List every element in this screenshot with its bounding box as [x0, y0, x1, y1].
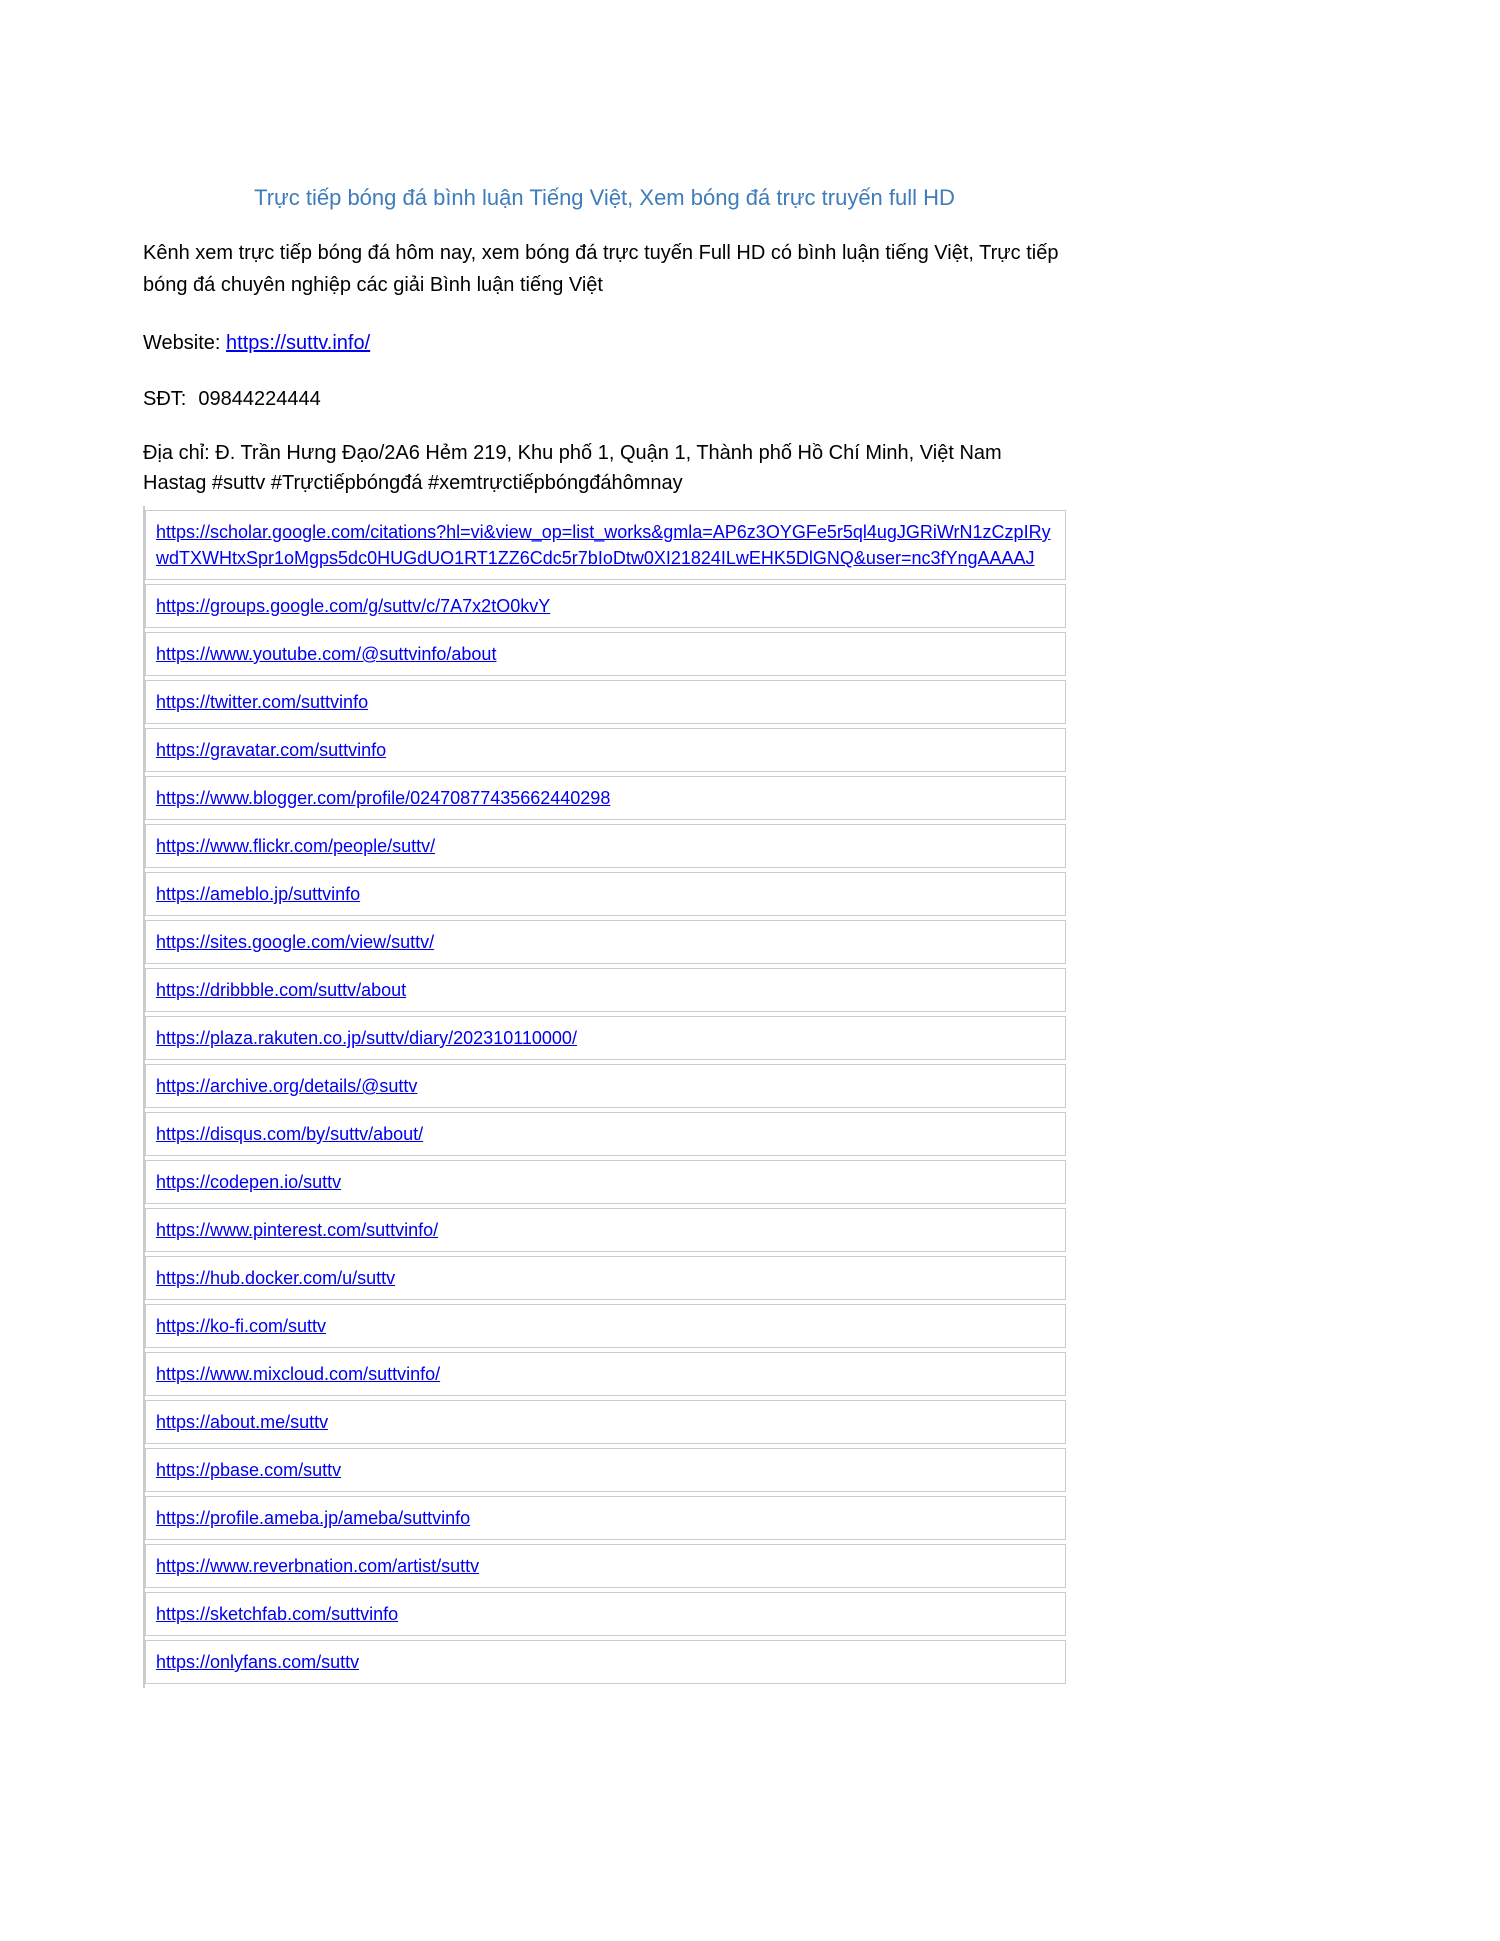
table-row	[145, 1544, 1066, 1588]
link-about-me[interactable]: https://about.me/suttv	[156, 1412, 329, 1432]
table-row	[145, 1208, 1066, 1252]
link-sketchfab[interactable]: https://sketchfab.com/suttvinfo	[156, 1604, 399, 1624]
table-row	[145, 872, 1066, 916]
table-row	[145, 1496, 1066, 1540]
table-row	[145, 1064, 1066, 1108]
link-sites-google[interactable]: https://sites.google.com/view/suttv/	[156, 932, 435, 952]
link-codepen[interactable]: https://codepen.io/suttv	[156, 1172, 342, 1192]
table-row	[145, 1304, 1066, 1348]
link-onlyfans[interactable]: https://onlyfans.com/suttv	[156, 1652, 360, 1672]
phone-value: 09844224444	[198, 388, 321, 410]
links-table	[143, 506, 1066, 1688]
link-ameba-profile[interactable]: https://profile.ameba.jp/ameba/suttvinfo	[156, 1508, 471, 1528]
table-row	[145, 920, 1066, 964]
table-row	[145, 1352, 1066, 1396]
link-disqus[interactable]: https://disqus.com/by/suttv/about/	[156, 1124, 424, 1144]
table-row	[145, 776, 1066, 820]
link-groups-google[interactable]: https://groups.google.com/g/suttv/c/7A7x2tO0kvY	[156, 596, 551, 616]
table-row	[145, 1640, 1066, 1684]
table-row	[145, 728, 1066, 772]
phone-line	[143, 386, 1066, 413]
table-row	[145, 1160, 1066, 1204]
website-line	[143, 330, 1066, 357]
link-archive[interactable]: https://archive.org/details/@suttv	[156, 1076, 418, 1096]
phone-label: SĐT:	[143, 388, 187, 410]
table-row	[145, 584, 1066, 628]
table-row	[145, 680, 1066, 724]
link-mixcloud[interactable]: https://www.mixcloud.com/suttvinfo/	[156, 1364, 441, 1384]
intro-paragraph: Kênh xem trực tiếp bóng đá hôm nay, xem bóng đá trực tuyến Full HD có bình luận tiếng Việt, Trực tiếp bóng đá chuyên nghiệp các giải Bình luận tiếng Việt	[143, 242, 1059, 296]
link-docker-hub[interactable]: https://hub.docker.com/u/suttv	[156, 1268, 396, 1288]
table-row	[145, 968, 1066, 1012]
table-row	[145, 824, 1066, 868]
table-row	[145, 1016, 1066, 1060]
link-twitter[interactable]: https://twitter.com/suttvinfo	[156, 692, 369, 712]
address-block	[143, 438, 1066, 498]
link-blogger[interactable]: https://www.blogger.com/profile/02470877435662440298	[156, 788, 611, 808]
page-title: Trực tiếp bóng đá bình luận Tiếng Việt, Xem bóng đá trực truyến full HD	[254, 185, 955, 210]
link-ameblo[interactable]: https://ameblo.jp/suttvinfo	[156, 884, 361, 904]
table-row	[145, 1448, 1066, 1492]
link-pinterest[interactable]: https://www.pinterest.com/suttvinfo/	[156, 1220, 439, 1240]
website-link[interactable]: https://suttv.info/	[226, 332, 371, 354]
address-text: Địa chỉ: Đ. Trần Hưng Đạo/2A6 Hẻm 219, Khu phố 1, Quận 1, Thành phố Hồ Chí Minh, Việt Nam	[143, 442, 1002, 464]
table-row	[145, 1112, 1066, 1156]
table-row	[145, 1400, 1066, 1444]
link-rakuten[interactable]: https://plaza.rakuten.co.jp/suttv/diary/202310110000/	[156, 1028, 577, 1048]
hashtags-text: Hastag #suttv #Trựctiếpbóngđá #xemtrựctiếpbóngđáhômnay	[143, 472, 683, 494]
link-youtube[interactable]: https://www.youtube.com/@suttvinfo/about	[156, 644, 497, 664]
table-row	[145, 632, 1066, 676]
link-scholar-google[interactable]: https://scholar.google.com/citations?hl=vi&view_op=list_works&gmla=AP6z3OYGFe5r5ql4ugJGRiWrN1zCzpIRywdTXWHtxSpr1oMgps5dc0HUGdUO1RT1ZZ6Cdc5r7bIoDtw0XI21824ILwEHK5DlGNQ&user=nc3fYngAAAAJ	[156, 522, 1051, 568]
link-gravatar[interactable]: https://gravatar.com/suttvinfo	[156, 740, 387, 760]
website-label: Website:	[143, 332, 221, 354]
table-row	[145, 510, 1066, 580]
link-pbase[interactable]: https://pbase.com/suttv	[156, 1460, 342, 1480]
link-flickr[interactable]: https://www.flickr.com/people/suttv/	[156, 836, 436, 856]
link-reverbnation[interactable]: https://www.reverbnation.com/artist/suttv	[156, 1556, 480, 1576]
link-kofi[interactable]: https://ko-fi.com/suttv	[156, 1316, 327, 1336]
table-row	[145, 1592, 1066, 1636]
link-dribbble[interactable]: https://dribbble.com/suttv/about	[156, 980, 407, 1000]
table-row	[145, 1256, 1066, 1300]
